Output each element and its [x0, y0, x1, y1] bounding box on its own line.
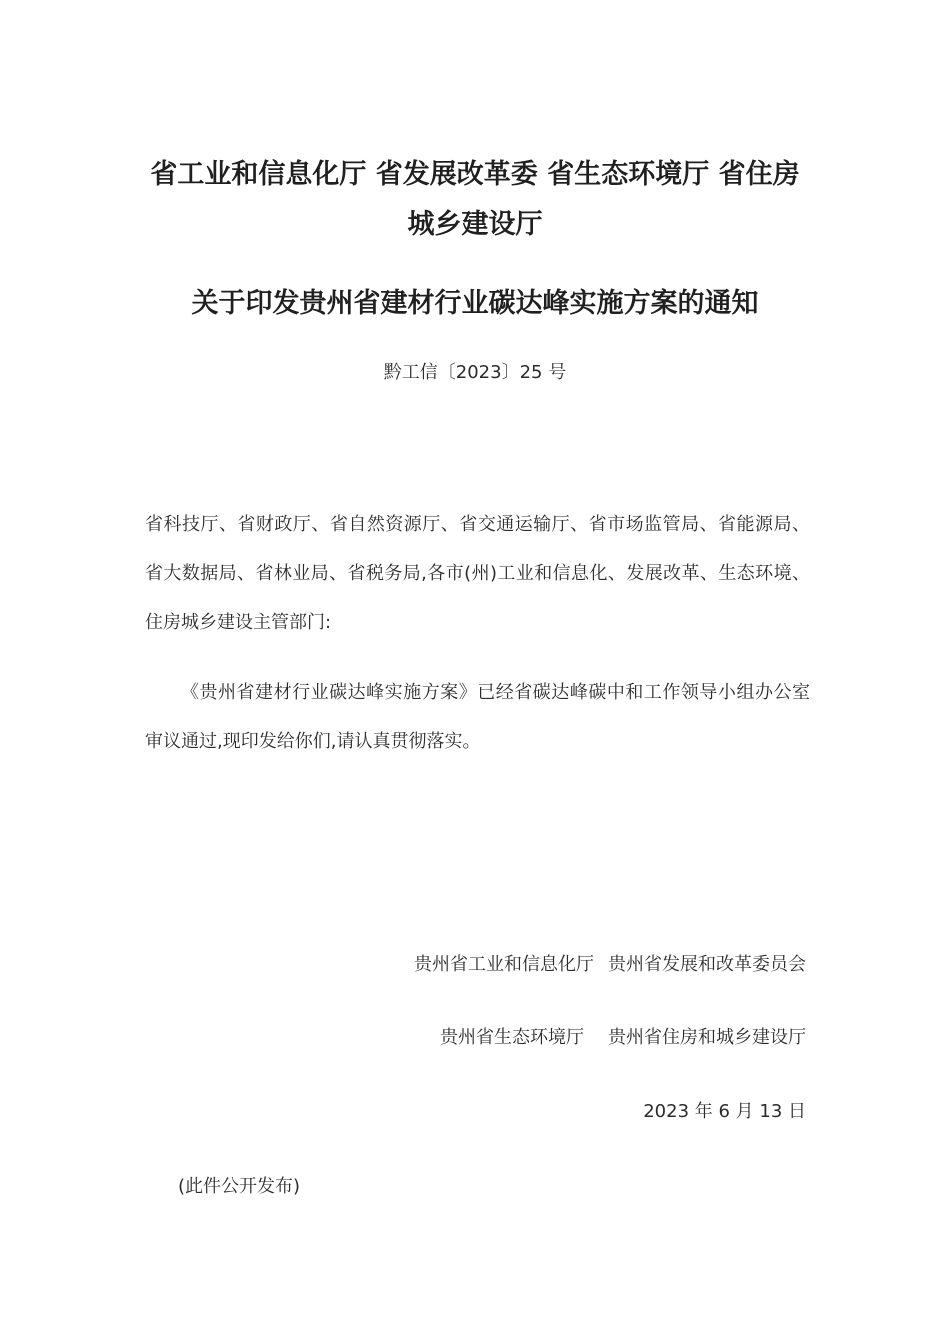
issue-date: 2023 年 6 月 13 日 [643, 1101, 806, 1122]
recipients-paragraph: 省科技厅、省财政厅、省自然资源厅、省交通运输厅、省市场监管局、省能源局、省大数据局、省林业局、省税务局,各市(州)工业和信息化、发展改革、生态环境、住房城乡建设主管部门: [145, 514, 810, 633]
publication-note: (此件公开发布) [178, 1176, 301, 1197]
document-number: 黔工信〔2023〕25 号 [383, 362, 567, 383]
document-title-issuers: 省工业和信息化厅 省发展改革委 省生态环境厅 省住房城乡建设厅 [150, 159, 800, 240]
signatory-row-2 [440, 1023, 806, 1049]
signatory-industry-dept: 贵州省工业和信息化厅 [414, 954, 594, 975]
body-paragraph: 《贵州省建材行业碳达峰实施方案》已经省碳达峰碳中和工作领导小组办公室审议通过,现印发给你们,请认真贯彻落实。 [145, 682, 810, 752]
signatory-row-1 [414, 950, 806, 976]
signatory-housing-dept: 贵州省住房和城乡建设厅 [608, 1027, 806, 1048]
signatory-ecology-dept: 贵州省生态环境厅 [440, 1027, 584, 1048]
signatory-development-commission: 贵州省发展和改革委员会 [608, 954, 806, 975]
document-title-subject: 关于印发贵州省建材行业碳达峰实施方案的通知 [191, 288, 759, 319]
